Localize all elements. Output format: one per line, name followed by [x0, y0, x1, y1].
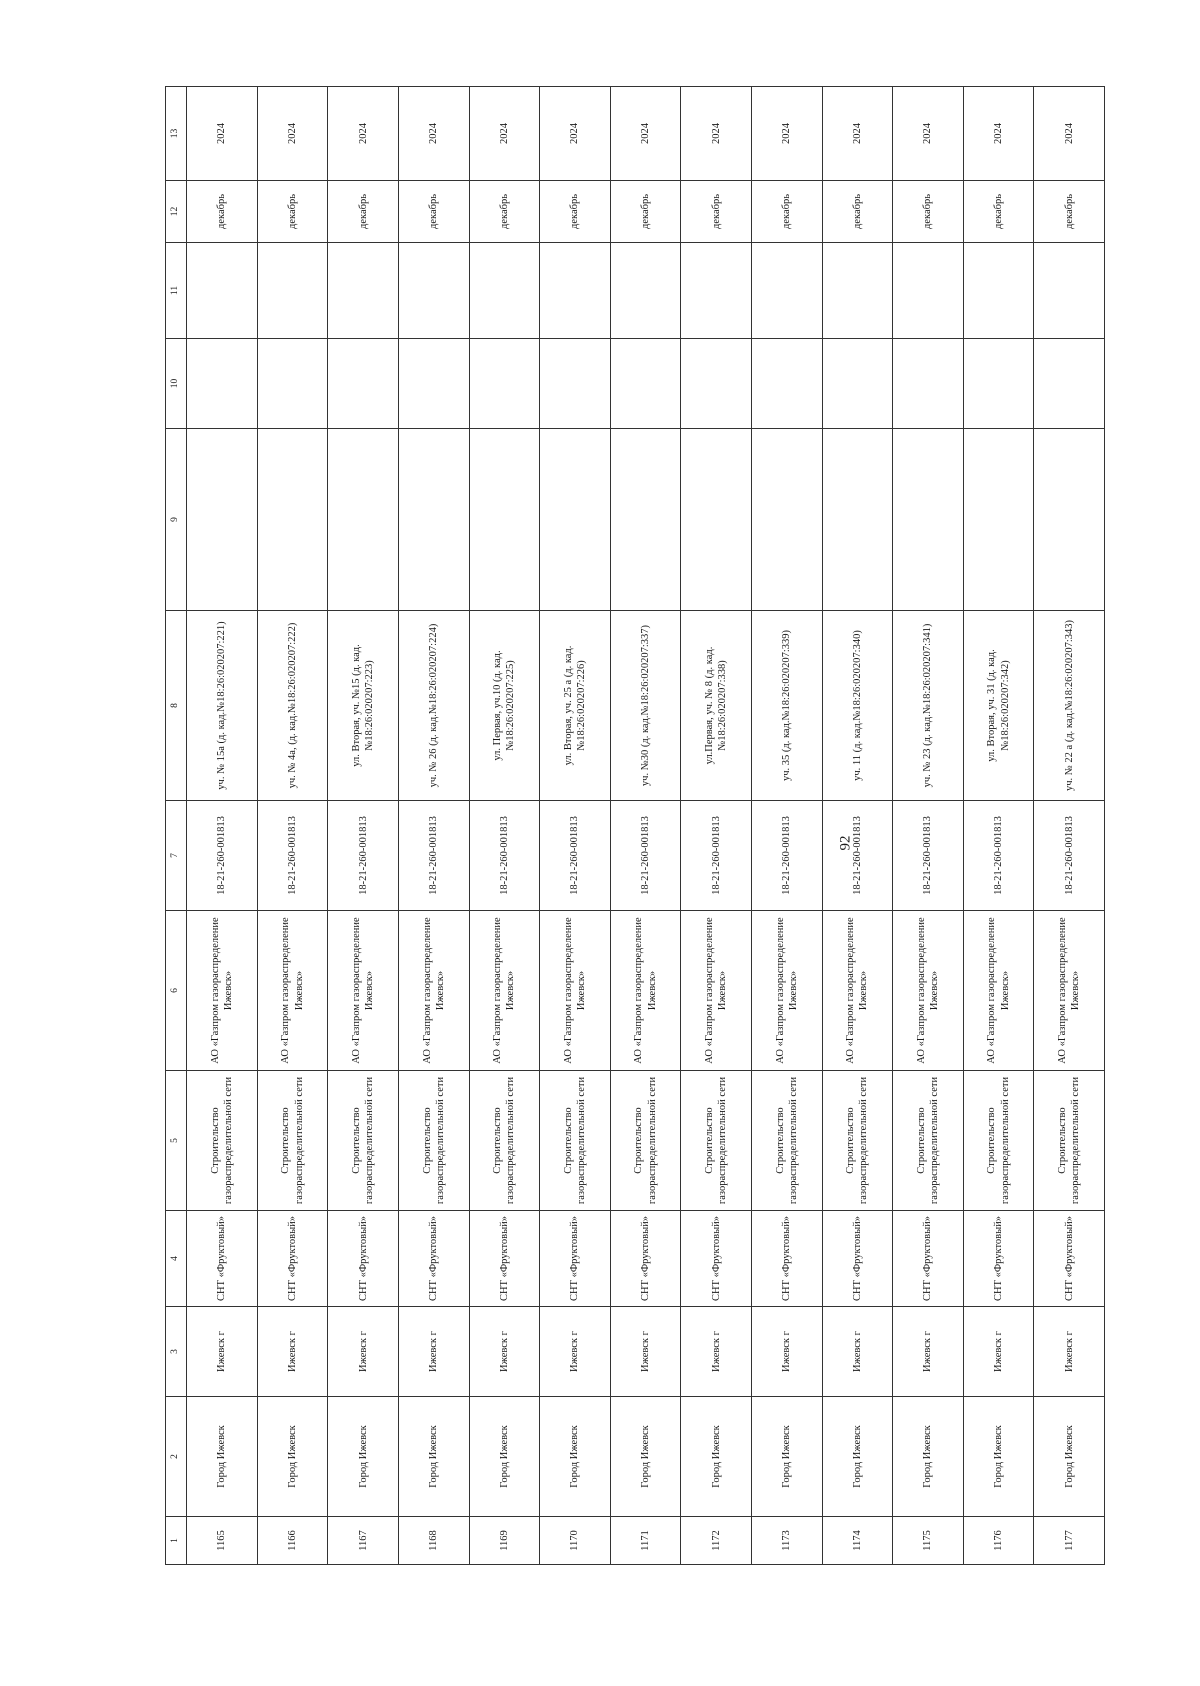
registration-number-cell: 18-21-260-001813 — [398, 801, 469, 911]
year-cell: 2024 — [893, 87, 964, 181]
column-number-cell: 8 — [166, 611, 187, 801]
municipality-cell: Город Ижевск — [610, 1397, 681, 1517]
location-cell: СНТ «Фруктовый» — [681, 1211, 752, 1307]
settlement-cell: Ижевск г — [257, 1307, 328, 1397]
year-cell: 2024 — [540, 87, 611, 181]
location-cell: СНТ «Фруктовый» — [187, 1211, 258, 1307]
organization-cell: АО «Газпром газораспределение Ижевск» — [751, 911, 822, 1071]
organization-cell: АО «Газпром газораспределение Ижевск» — [1034, 911, 1105, 1071]
column-10-cell — [1034, 339, 1105, 429]
column-11-cell — [822, 243, 893, 339]
gas-network-table — [165, 86, 1105, 1565]
registration-number-cell: 18-21-260-001813 — [963, 801, 1034, 911]
registration-number-cell: 18-21-260-001813 — [1034, 801, 1105, 911]
month-cell: декабрь — [469, 181, 540, 243]
organization-cell: АО «Газпром газораспределение Ижевск» — [610, 911, 681, 1071]
row-number-cell: 1177 — [1034, 1517, 1105, 1565]
column-9-cell — [610, 429, 681, 611]
table-row — [610, 87, 681, 1565]
column-10-cell — [328, 339, 399, 429]
settlement-cell: Ижевск г — [1034, 1307, 1105, 1397]
address-cell: уч. №30 (д. кад.№18:26:020207:337) — [610, 611, 681, 801]
location-cell: СНТ «Фруктовый» — [328, 1211, 399, 1307]
settlement-cell: Ижевск г — [610, 1307, 681, 1397]
registration-number-cell: 18-21-260-001813 — [187, 801, 258, 911]
registration-number-cell: 18-21-260-001813 — [328, 801, 399, 911]
column-10-cell — [610, 339, 681, 429]
work-type-cell: Строительство газораспределительной сети — [398, 1071, 469, 1211]
column-10-cell — [893, 339, 964, 429]
organization-cell: АО «Газпром газораспределение Ижевск» — [963, 911, 1034, 1071]
table-row — [398, 87, 469, 1565]
settlement-cell: Ижевск г — [751, 1307, 822, 1397]
row-number-cell: 1165 — [187, 1517, 258, 1565]
table-row — [328, 87, 399, 1565]
address-cell: ул. Вторая, уч. 31 (д. кад.№18:26:020207:342) — [963, 611, 1034, 801]
work-type-cell: Строительство газораспределительной сети — [257, 1071, 328, 1211]
organization-cell: АО «Газпром газораспределение Ижевск» — [681, 911, 752, 1071]
column-9-cell — [469, 429, 540, 611]
location-cell: СНТ «Фруктовый» — [469, 1211, 540, 1307]
settlement-cell: Ижевск г — [822, 1307, 893, 1397]
column-10-cell — [540, 339, 611, 429]
month-cell: декабрь — [398, 181, 469, 243]
municipality-cell: Город Ижевск — [751, 1397, 822, 1517]
column-9-cell — [963, 429, 1034, 611]
location-cell: СНТ «Фруктовый» — [398, 1211, 469, 1307]
table-row — [257, 87, 328, 1565]
month-cell: декабрь — [751, 181, 822, 243]
organization-cell: АО «Газпром газораспределение Ижевск» — [893, 911, 964, 1071]
column-11-cell — [540, 243, 611, 339]
municipality-cell: Город Ижевск — [398, 1397, 469, 1517]
month-cell: декабрь — [681, 181, 752, 243]
settlement-cell: Ижевск г — [893, 1307, 964, 1397]
column-11-cell — [893, 243, 964, 339]
year-cell: 2024 — [1034, 87, 1105, 181]
column-10-cell — [963, 339, 1034, 429]
municipality-cell: Город Ижевск — [822, 1397, 893, 1517]
organization-cell: АО «Газпром газораспределение Ижевск» — [540, 911, 611, 1071]
table-rotator — [165, 87, 1105, 1565]
table-row — [681, 87, 752, 1565]
month-cell: декабрь — [187, 181, 258, 243]
column-11-cell — [610, 243, 681, 339]
work-type-cell: Строительство газораспределительной сети — [893, 1071, 964, 1211]
municipality-cell: Город Ижевск — [540, 1397, 611, 1517]
column-9-cell — [1034, 429, 1105, 611]
row-number-cell: 1167 — [328, 1517, 399, 1565]
column-11-cell — [398, 243, 469, 339]
column-10-cell — [187, 339, 258, 429]
column-11-cell — [1034, 243, 1105, 339]
work-type-cell: Строительство газораспределительной сети — [822, 1071, 893, 1211]
column-11-cell — [187, 243, 258, 339]
location-cell: СНТ «Фруктовый» — [893, 1211, 964, 1307]
column-number-cell: 1 — [166, 1517, 187, 1565]
table-row — [1034, 87, 1105, 1565]
column-number-cell: 13 — [166, 87, 187, 181]
settlement-cell: Ижевск г — [469, 1307, 540, 1397]
column-9-cell — [751, 429, 822, 611]
month-cell: декабрь — [963, 181, 1034, 243]
column-number-cell: 11 — [166, 243, 187, 339]
year-cell: 2024 — [328, 87, 399, 181]
row-number-cell: 1172 — [681, 1517, 752, 1565]
address-cell: уч. № 26 (д. кад.№18:26:020207:224) — [398, 611, 469, 801]
year-cell: 2024 — [610, 87, 681, 181]
year-cell: 2024 — [187, 87, 258, 181]
column-number-cell: 3 — [166, 1307, 187, 1397]
settlement-cell: Ижевск г — [540, 1307, 611, 1397]
location-cell: СНТ «Фруктовый» — [540, 1211, 611, 1307]
column-10-cell — [751, 339, 822, 429]
address-cell: ул. Первая, уч.10 (д. кад.№18:26:020207:225) — [469, 611, 540, 801]
column-11-cell — [257, 243, 328, 339]
row-number-cell: 1176 — [963, 1517, 1034, 1565]
work-type-cell: Строительство газораспределительной сети — [751, 1071, 822, 1211]
year-cell: 2024 — [751, 87, 822, 181]
column-number-cell: 10 — [166, 339, 187, 429]
column-number-cell: 2 — [166, 1397, 187, 1517]
row-number-cell: 1174 — [822, 1517, 893, 1565]
organization-cell: АО «Газпром газораспределение Ижевск» — [328, 911, 399, 1071]
organization-cell: АО «Газпром газораспределение Ижевск» — [822, 911, 893, 1071]
work-type-cell: Строительство газораспределительной сети — [1034, 1071, 1105, 1211]
column-11-cell — [751, 243, 822, 339]
municipality-cell: Город Ижевск — [469, 1397, 540, 1517]
year-cell: 2024 — [469, 87, 540, 181]
organization-cell: АО «Газпром газораспределение Ижевск» — [187, 911, 258, 1071]
location-cell: СНТ «Фруктовый» — [257, 1211, 328, 1307]
month-cell: декабрь — [1034, 181, 1105, 243]
address-cell: уч. № 15а (д. кад.№18:26:020207:221) — [187, 611, 258, 801]
table-row — [469, 87, 540, 1565]
municipality-cell: Город Ижевск — [187, 1397, 258, 1517]
settlement-cell: Ижевск г — [963, 1307, 1034, 1397]
column-number-cell: 4 — [166, 1211, 187, 1307]
column-11-cell — [963, 243, 1034, 339]
page-number: 92 — [837, 835, 854, 851]
settlement-cell: Ижевск г — [328, 1307, 399, 1397]
address-cell: уч. № 4а, (д. кад.№18:26:020207:222) — [257, 611, 328, 801]
settlement-cell: Ижевск г — [681, 1307, 752, 1397]
table-row — [963, 87, 1034, 1565]
column-10-cell — [398, 339, 469, 429]
column-number-row — [166, 87, 187, 1565]
registration-number-cell: 18-21-260-001813 — [540, 801, 611, 911]
row-number-cell: 1166 — [257, 1517, 328, 1565]
municipality-cell: Город Ижевск — [963, 1397, 1034, 1517]
table-body — [166, 87, 1105, 1565]
column-10-cell — [469, 339, 540, 429]
organization-cell: АО «Газпром газораспределение Ижевск» — [257, 911, 328, 1071]
address-cell: уч. № 23 (д. кад.№18:26:020207:341) — [893, 611, 964, 801]
month-cell: декабрь — [257, 181, 328, 243]
row-number-cell: 1171 — [610, 1517, 681, 1565]
column-9-cell — [540, 429, 611, 611]
location-cell: СНТ «Фруктовый» — [751, 1211, 822, 1307]
table-row — [187, 87, 258, 1565]
table-row — [540, 87, 611, 1565]
address-cell: ул.Первая, уч. № 8 (д. кад.№18:26:020207:338) — [681, 611, 752, 801]
registration-number-cell: 18-21-260-001813 — [751, 801, 822, 911]
address-cell: уч. № 22 а (д. кад.№18:26:020207:343) — [1034, 611, 1105, 801]
month-cell: декабрь — [893, 181, 964, 243]
month-cell: декабрь — [540, 181, 611, 243]
month-cell: декабрь — [328, 181, 399, 243]
location-cell: СНТ «Фруктовый» — [822, 1211, 893, 1307]
municipality-cell: Город Ижевск — [893, 1397, 964, 1517]
settlement-cell: Ижевск г — [398, 1307, 469, 1397]
work-type-cell: Строительство газораспределительной сети — [187, 1071, 258, 1211]
work-type-cell: Строительство газораспределительной сети — [540, 1071, 611, 1211]
registration-number-cell: 18-21-260-001813 — [610, 801, 681, 911]
year-cell: 2024 — [398, 87, 469, 181]
column-10-cell — [257, 339, 328, 429]
row-number-cell: 1169 — [469, 1517, 540, 1565]
column-11-cell — [328, 243, 399, 339]
municipality-cell: Город Ижевск — [1034, 1397, 1105, 1517]
row-number-cell: 1170 — [540, 1517, 611, 1565]
work-type-cell: Строительство газораспределительной сети — [610, 1071, 681, 1211]
year-cell: 2024 — [822, 87, 893, 181]
column-9-cell — [398, 429, 469, 611]
location-cell: СНТ «Фруктовый» — [1034, 1211, 1105, 1307]
work-type-cell: Строительство газораспределительной сети — [469, 1071, 540, 1211]
location-cell: СНТ «Фруктовый» — [963, 1211, 1034, 1307]
organization-cell: АО «Газпром газораспределение Ижевск» — [469, 911, 540, 1071]
table-row — [751, 87, 822, 1565]
work-type-cell: Строительство газораспределительной сети — [681, 1071, 752, 1211]
year-cell: 2024 — [681, 87, 752, 181]
column-10-cell — [822, 339, 893, 429]
work-type-cell: Строительство газораспределительной сети — [963, 1071, 1034, 1211]
row-number-cell: 1175 — [893, 1517, 964, 1565]
column-9-cell — [257, 429, 328, 611]
month-cell: декабрь — [822, 181, 893, 243]
column-11-cell — [469, 243, 540, 339]
work-type-cell: Строительство газораспределительной сети — [328, 1071, 399, 1211]
column-number-cell: 9 — [166, 429, 187, 611]
row-number-cell: 1168 — [398, 1517, 469, 1565]
table-row — [893, 87, 964, 1565]
column-11-cell — [681, 243, 752, 339]
address-cell: ул. Вторая, уч. 25 а (д. кад.№18:26:020207:226) — [540, 611, 611, 801]
month-cell: декабрь — [610, 181, 681, 243]
municipality-cell: Город Ижевск — [328, 1397, 399, 1517]
column-9-cell — [893, 429, 964, 611]
column-10-cell — [681, 339, 752, 429]
organization-cell: АО «Газпром газораспределение Ижевск» — [398, 911, 469, 1071]
municipality-cell: Город Ижевск — [681, 1397, 752, 1517]
registration-number-cell: 18-21-260-001813 — [469, 801, 540, 911]
address-cell: уч. 11 (д. кад.№18:26:020207:340) — [822, 611, 893, 801]
year-cell: 2024 — [963, 87, 1034, 181]
address-cell: ул. Вторая, уч. №15 (д. кад.№18:26:020207:223) — [328, 611, 399, 801]
registration-number-cell: 18-21-260-001813 — [681, 801, 752, 911]
municipality-cell: Город Ижевск — [257, 1397, 328, 1517]
column-9-cell — [328, 429, 399, 611]
registration-number-cell: 18-21-260-001813 — [822, 801, 893, 911]
column-number-cell: 6 — [166, 911, 187, 1071]
registration-number-cell: 18-21-260-001813 — [257, 801, 328, 911]
column-9-cell — [822, 429, 893, 611]
column-9-cell — [681, 429, 752, 611]
year-cell: 2024 — [257, 87, 328, 181]
address-cell: уч. 35 (д. кад.№18:26:020207:339) — [751, 611, 822, 801]
row-number-cell: 1173 — [751, 1517, 822, 1565]
table-row — [822, 87, 893, 1565]
location-cell: СНТ «Фруктовый» — [610, 1211, 681, 1307]
column-number-cell: 12 — [166, 181, 187, 243]
column-9-cell — [187, 429, 258, 611]
column-number-cell: 7 — [166, 801, 187, 911]
registration-number-cell: 18-21-260-001813 — [893, 801, 964, 911]
settlement-cell: Ижевск г — [187, 1307, 258, 1397]
column-number-cell: 5 — [166, 1071, 187, 1211]
